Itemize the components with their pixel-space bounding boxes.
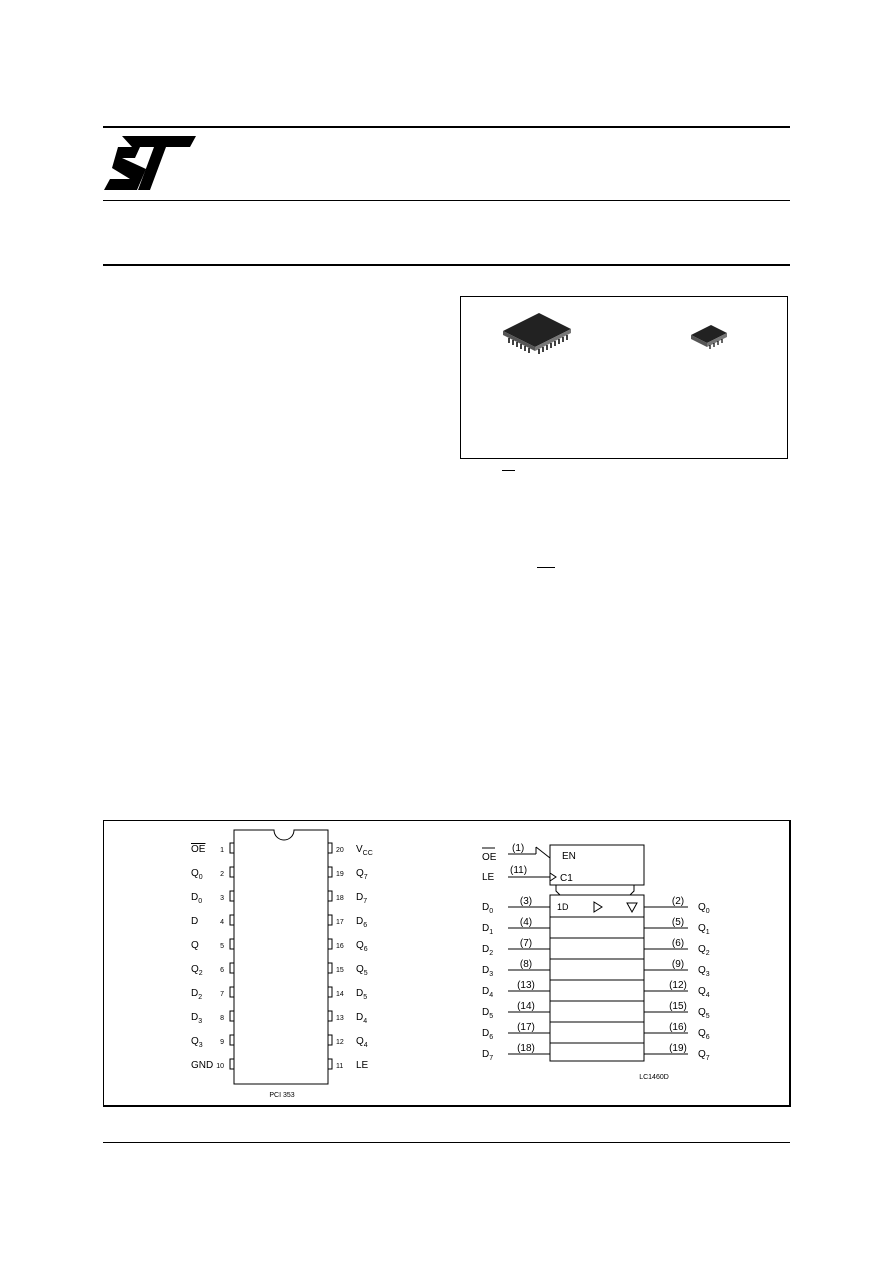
output-label: $Q_0$ <box>698 902 710 915</box>
st-logo-icon <box>104 136 196 192</box>
pin-label-right: $Q_6$ <box>356 940 368 953</box>
pin-label-left: $D_2$ <box>191 988 203 1001</box>
pin-number: 17 <box>336 919 344 926</box>
top-rule <box>103 126 790 128</box>
pin-label-right: $Q_4$ <box>356 1036 368 1049</box>
pin-label-right: $D_5$ <box>356 988 368 1001</box>
oe-pin: (1) <box>512 843 525 854</box>
output-label: $Q_4$ <box>698 986 710 999</box>
c1-label: C1 <box>560 873 573 884</box>
pin-pad-left <box>230 915 234 925</box>
header-rule <box>103 200 790 201</box>
input-label: $D_3$ <box>482 965 494 978</box>
buffer-symbol <box>594 902 602 912</box>
pin-number: 15 <box>336 967 344 974</box>
pin-number: 6 <box>220 967 224 974</box>
pin-label-right: $D_7$ <box>356 892 368 905</box>
input-label: $D_1$ <box>482 923 494 936</box>
pinout-code: PCI 353 <box>269 1092 295 1099</box>
pin-pad-left <box>230 891 234 901</box>
output-label: $Q_1$ <box>698 923 710 936</box>
oe-label: OE <box>482 852 497 863</box>
pin-label-left: $D_0$ <box>191 892 203 905</box>
pin-pad-right <box>328 987 332 997</box>
pin-number: 4 <box>220 919 224 926</box>
pin-pad-left <box>230 987 234 997</box>
pin-label-left: $Q_3$ <box>191 1036 203 1049</box>
logic-diagram <box>444 821 790 1105</box>
pin-number: 16 <box>336 943 344 950</box>
so20-package-icon <box>499 309 575 357</box>
output-label: $Q_7$ <box>698 1049 710 1062</box>
pin-pad-right <box>328 1011 332 1021</box>
pin-label-right: $D_4$ <box>356 1012 368 1025</box>
pin-pad-right <box>328 963 332 973</box>
pin-label-right: LE <box>356 1060 369 1071</box>
pin-label-left: GND <box>191 1060 214 1071</box>
latch-block <box>550 895 644 1061</box>
output-pin: (9) <box>671 959 685 970</box>
overline-mark <box>537 567 555 568</box>
overline-mark <box>502 470 515 471</box>
ic-package-outline <box>234 830 328 1084</box>
pin-pad-left <box>230 963 234 973</box>
pin-label-left: OE <box>191 844 206 855</box>
pin-label-right: $Q_5$ <box>356 964 368 977</box>
pin-number: 10 <box>216 1063 224 1070</box>
pin-label-left: $Q_0$ <box>191 868 203 881</box>
logic-code: LC1460D <box>639 1074 669 1081</box>
pin-number: 5 <box>220 943 224 950</box>
pin-pad-right <box>328 1035 332 1045</box>
output-pin: (15) <box>669 1001 687 1012</box>
input-pin: (14) <box>517 1001 535 1012</box>
pin-number: 14 <box>336 991 344 998</box>
input-label: $D_0$ <box>482 902 494 915</box>
pin-pad-right <box>328 867 332 877</box>
input-pin: (4) <box>519 917 533 928</box>
pin-number: 2 <box>220 871 224 878</box>
footer-rule <box>103 1142 790 1143</box>
pin-number: 7 <box>220 991 224 998</box>
output-label: $Q_2$ <box>698 944 710 957</box>
input-label: $D_2$ <box>482 944 494 957</box>
output-pin: (12) <box>669 980 687 991</box>
pin-number: 11 <box>336 1063 344 1070</box>
d1-label: 1D <box>557 902 569 912</box>
pin-label-left: Q <box>191 940 199 951</box>
input-pin: (17) <box>517 1022 535 1033</box>
pin-label-left: $D_3$ <box>191 1012 203 1025</box>
tristate-symbol <box>627 903 637 912</box>
pin-pad-right <box>328 891 332 901</box>
tssop20-package-icon <box>689 323 729 351</box>
pin-pad-left <box>230 1011 234 1021</box>
pin-connection-diagram <box>104 821 444 1105</box>
pin-pad-left <box>230 843 234 853</box>
input-pin: (18) <box>517 1043 535 1054</box>
input-pin: (7) <box>519 938 533 949</box>
pin-pad-left <box>230 1059 234 1069</box>
pin-label-right: $D_6$ <box>356 916 368 929</box>
pin-pad-left <box>230 1035 234 1045</box>
output-pin: (5) <box>671 917 685 928</box>
en-label: EN <box>562 851 576 862</box>
output-label: $Q_3$ <box>698 965 710 978</box>
le-label: LE <box>482 872 495 883</box>
title-rule <box>103 264 790 266</box>
pin-pad-left <box>230 867 234 877</box>
pin-number: 3 <box>220 895 224 902</box>
output-pin: (2) <box>671 896 685 907</box>
pin-number: 19 <box>336 871 344 878</box>
input-pin: (13) <box>517 980 535 991</box>
pin-pad-right <box>328 1059 332 1069</box>
pin-pad-right <box>328 843 332 853</box>
pin-number: 9 <box>220 1039 224 1046</box>
output-label: $Q_5$ <box>698 1007 710 1020</box>
pin-number: 18 <box>336 895 344 902</box>
input-label: $D_7$ <box>482 1049 494 1062</box>
pin-number: 12 <box>336 1039 344 1046</box>
package-box <box>460 296 788 459</box>
input-pin: (3) <box>519 896 533 907</box>
input-label: $D_5$ <box>482 1007 494 1020</box>
pin-label-right: $V_{CC}$ <box>356 844 373 857</box>
pin-label-left: $Q_2$ <box>191 964 203 977</box>
input-label: $D_4$ <box>482 986 494 999</box>
pin-number: 1 <box>220 847 224 854</box>
output-label: $Q_6$ <box>698 1028 710 1041</box>
pin-number: 8 <box>220 1015 224 1022</box>
pin-label-right: $Q_7$ <box>356 868 368 881</box>
output-pin: (19) <box>669 1043 687 1054</box>
pin-pad-right <box>328 915 332 925</box>
pin-number: 20 <box>336 847 344 854</box>
output-pin: (16) <box>669 1022 687 1033</box>
pin-pad-left <box>230 939 234 949</box>
input-label: $D_6$ <box>482 1028 494 1041</box>
output-pin: (6) <box>671 938 685 949</box>
pin-pad-right <box>328 939 332 949</box>
pin-label-left: D <box>191 916 199 927</box>
input-pin: (8) <box>519 959 533 970</box>
pin-number: 13 <box>336 1015 344 1022</box>
le-pin: (11) <box>510 865 528 876</box>
